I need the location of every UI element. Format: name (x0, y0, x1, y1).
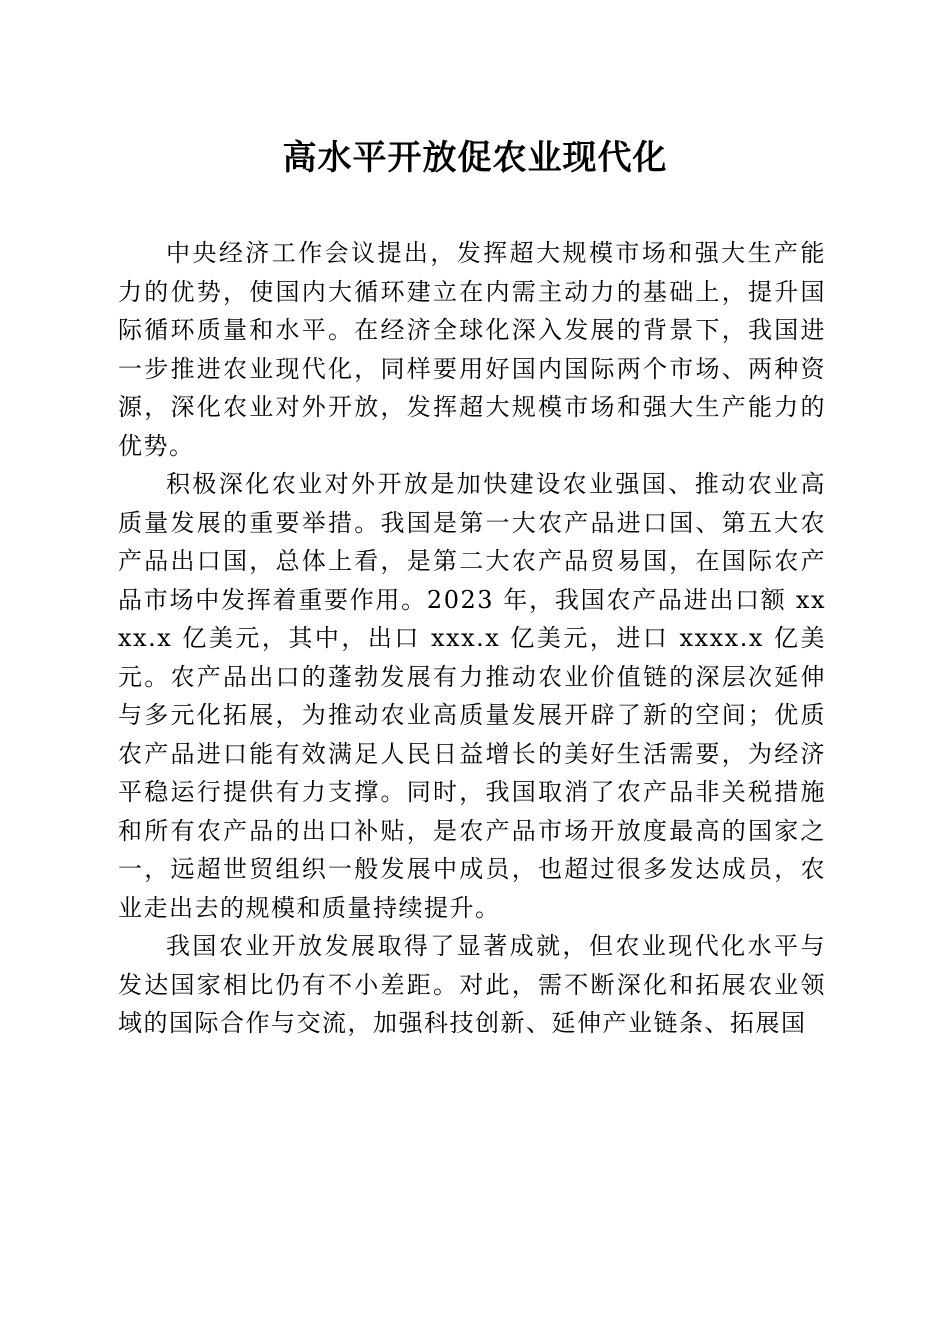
document-title: 高水平开放促农业现代化 (282, 138, 668, 178)
paragraph: 我国农业开放发展取得了显著成就，但农业现代化水平与发达国家相比仍有不小差距。对此，需不断深化和拓展农业领域的国际合作与交流，加强科技创新、延伸产业链条、拓展国 (118, 932, 826, 1037)
document-body (118, 234, 826, 1043)
paragraph: 积极深化农业对外开放是加快建设农业强国、推动农业高质量发展的重要举措。我国是第一大农产品进口国、第五大农产品出口国，总体上看，是第二大农产品贸易国，在国际农产品市场中发挥着重要作用。2023 年，我国农产品进出口额 xxxx.x 亿美元，其中，出口 xxx.x 亿美元，进口 xxxx.x 亿美元。农产品出口的蓬勃发展有力推动农业价值链的深层次延伸与多元化拓展，为推动农业高质量发展开辟了新的空间；优质农产品进口能有效满足人民日益增长的美好生活需要，为经济平稳运行提供有力支撑。同时，我国取消了农产品非关税措施和所有农产品的出口补贴，是农产品市场开放度最高的国家之一，远超世贸组织一般发展中成员，也超过很多发达成员，农业走出去的规模和质量持续提升。 (118, 470, 826, 922)
paragraph: 中央经济工作会议提出，发挥超大规模市场和强大生产能力的优势，使国内大循环建立在内需主动力的基础上，提升国际循环质量和水平。在经济全球化深入发展的背景下，我国进一步推进农业现代化，同样要用好国内国际两个市场、两种资源，深化农业对外开放，发挥超大规模市场和强大生产能力的优势。 (118, 239, 826, 460)
